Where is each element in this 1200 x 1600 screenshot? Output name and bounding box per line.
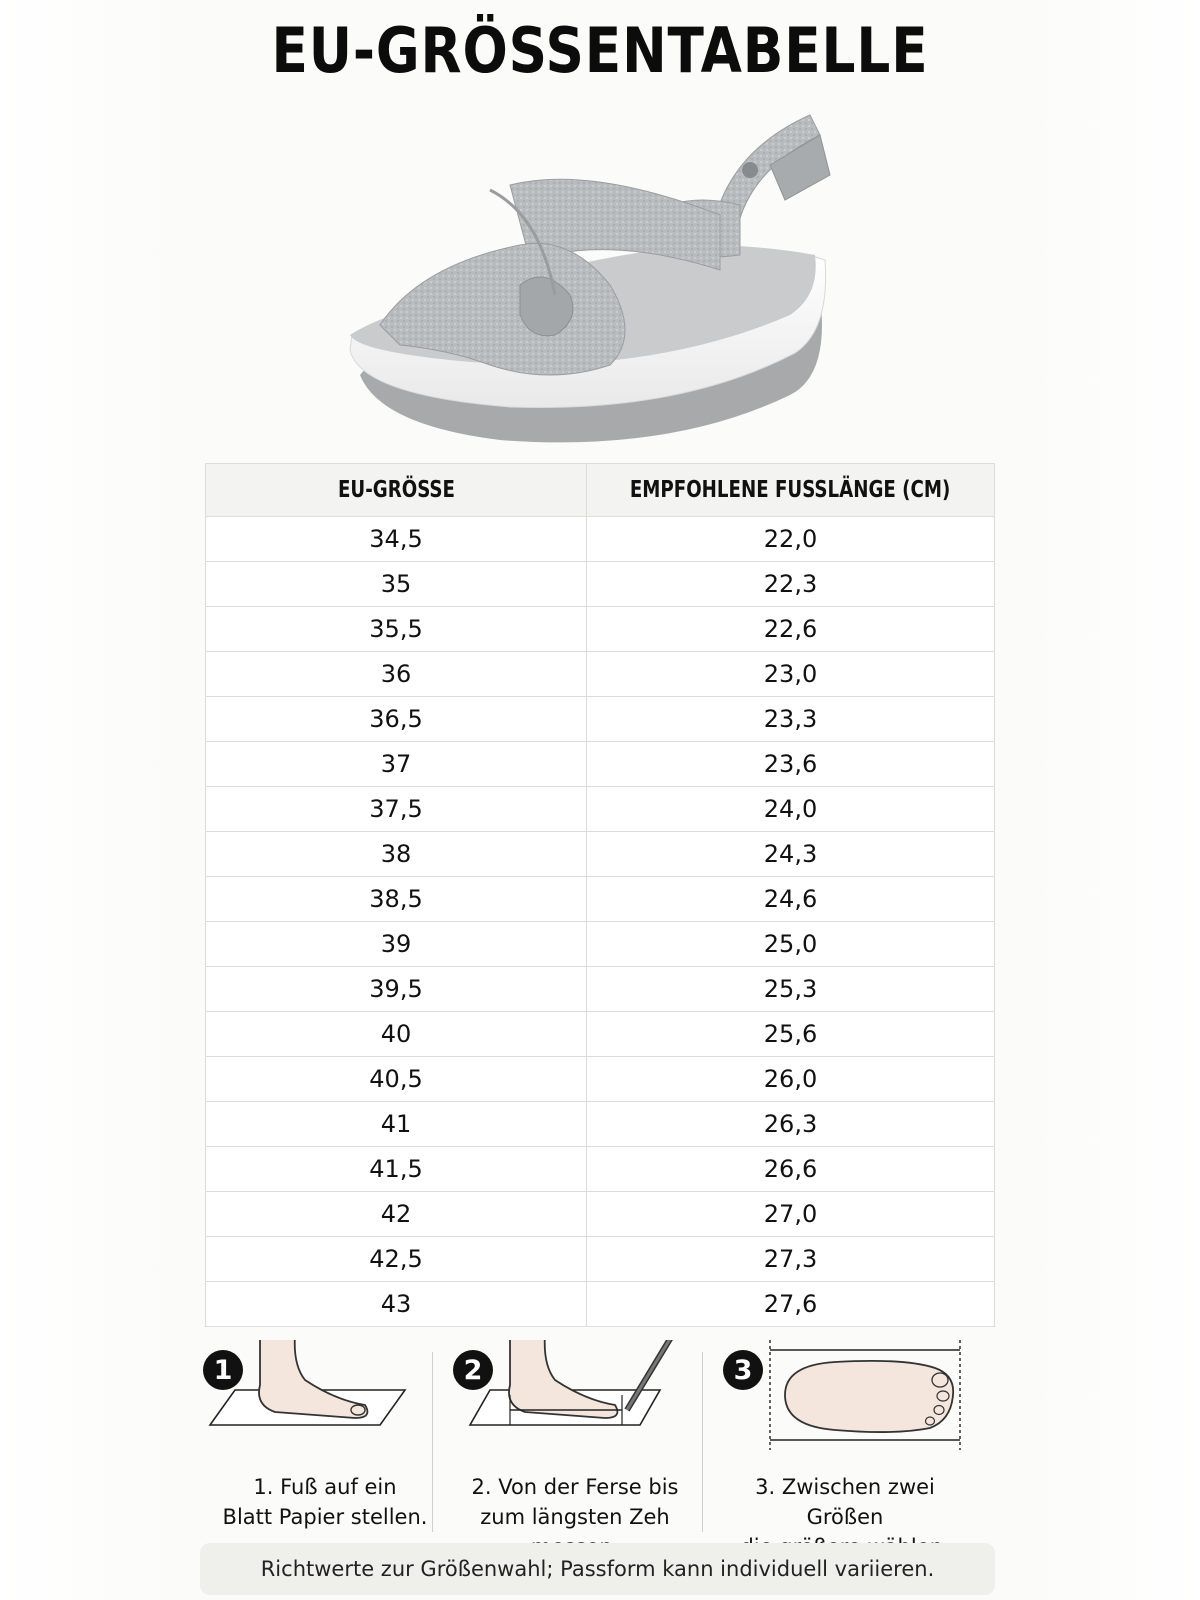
cell-foot-length: 24,3	[587, 832, 995, 877]
table-row	[206, 1147, 995, 1192]
cell-eu-size: 40,5	[206, 1057, 587, 1102]
cell-eu-size: 38	[206, 832, 587, 877]
table-row	[206, 742, 995, 787]
cell-foot-length: 22,6	[587, 607, 995, 652]
step-caption: 2. Von der Ferse bis zum längsten Zeh	[471, 1475, 679, 1529]
table-row	[206, 652, 995, 697]
header-eu-size: EU-GRÖSSE	[206, 464, 587, 517]
step-divider	[702, 1352, 703, 1532]
cell-eu-size: 38,5	[206, 877, 587, 922]
table-body	[206, 517, 995, 1327]
cell-foot-length: 26,6	[587, 1147, 995, 1192]
cell-foot-length: 23,0	[587, 652, 995, 697]
step-caption: 3. Zwischen zwei Größen	[755, 1475, 935, 1529]
disclaimer-note: Richtwerte zur Größenwahl; Passform kann individuell variieren.	[200, 1543, 995, 1595]
step-number-badge: 3	[723, 1350, 763, 1390]
cell-eu-size: 36,5	[206, 697, 587, 742]
step-number-badge: 1	[203, 1350, 243, 1390]
cell-eu-size: 36	[206, 652, 587, 697]
cell-eu-size: 40	[206, 1012, 587, 1057]
table-row	[206, 787, 995, 832]
cell-foot-length: 24,6	[587, 877, 995, 922]
table-row	[206, 877, 995, 922]
table-row	[206, 562, 995, 607]
table-row	[206, 1192, 995, 1237]
cell-eu-size: 39,5	[206, 967, 587, 1012]
sandal-product-image	[340, 95, 860, 455]
cell-eu-size: 43	[206, 1282, 587, 1327]
step-caption: 1. Fuß auf ein Blatt Papier stellen.	[222, 1475, 428, 1529]
cell-foot-length: 22,0	[587, 517, 995, 562]
cell-eu-size: 41,5	[206, 1147, 587, 1192]
cell-eu-size: 39	[206, 922, 587, 967]
step-3	[715, 1340, 975, 1530]
cell-eu-size: 34,5	[206, 517, 587, 562]
cell-eu-size: 35,5	[206, 607, 587, 652]
cell-eu-size: 42,5	[206, 1237, 587, 1282]
page-title: EU-GRÖSSENTABELLE	[271, 14, 929, 87]
cell-eu-size: 42	[206, 1192, 587, 1237]
table-row	[206, 922, 995, 967]
table-header-row	[206, 464, 995, 517]
cell-foot-length: 27,3	[587, 1237, 995, 1282]
measuring-steps	[195, 1340, 995, 1530]
table-row	[206, 1102, 995, 1147]
cell-foot-length: 26,3	[587, 1102, 995, 1147]
cell-eu-size: 41	[206, 1102, 587, 1147]
cell-eu-size: 37,5	[206, 787, 587, 832]
step-1	[195, 1340, 455, 1530]
table-row	[206, 697, 995, 742]
cell-foot-length: 27,6	[587, 1282, 995, 1327]
header-foot-length: EMPFOHLENE FUSSLÄNGE (CM)	[587, 464, 995, 517]
cell-foot-length: 22,3	[587, 562, 995, 607]
table-row	[206, 967, 995, 1012]
step-number-badge: 2	[453, 1350, 493, 1390]
table-row	[206, 832, 995, 877]
table-row	[206, 607, 995, 652]
cell-foot-length: 26,0	[587, 1057, 995, 1102]
cell-foot-length: 23,6	[587, 742, 995, 787]
table-row	[206, 1012, 995, 1057]
table-row	[206, 1237, 995, 1282]
cell-foot-length: 24,0	[587, 787, 995, 832]
size-table	[205, 463, 995, 1327]
cell-eu-size: 35	[206, 562, 587, 607]
cell-foot-length: 25,3	[587, 967, 995, 1012]
cell-eu-size: 37	[206, 742, 587, 787]
step-divider	[432, 1352, 433, 1532]
table-row	[206, 1057, 995, 1102]
cell-foot-length: 25,0	[587, 922, 995, 967]
cell-foot-length: 27,0	[587, 1192, 995, 1237]
table-row	[206, 1282, 995, 1327]
cell-foot-length: 25,6	[587, 1012, 995, 1057]
cell-foot-length: 23,3	[587, 697, 995, 742]
table-row	[206, 517, 995, 562]
step-2	[445, 1340, 705, 1530]
